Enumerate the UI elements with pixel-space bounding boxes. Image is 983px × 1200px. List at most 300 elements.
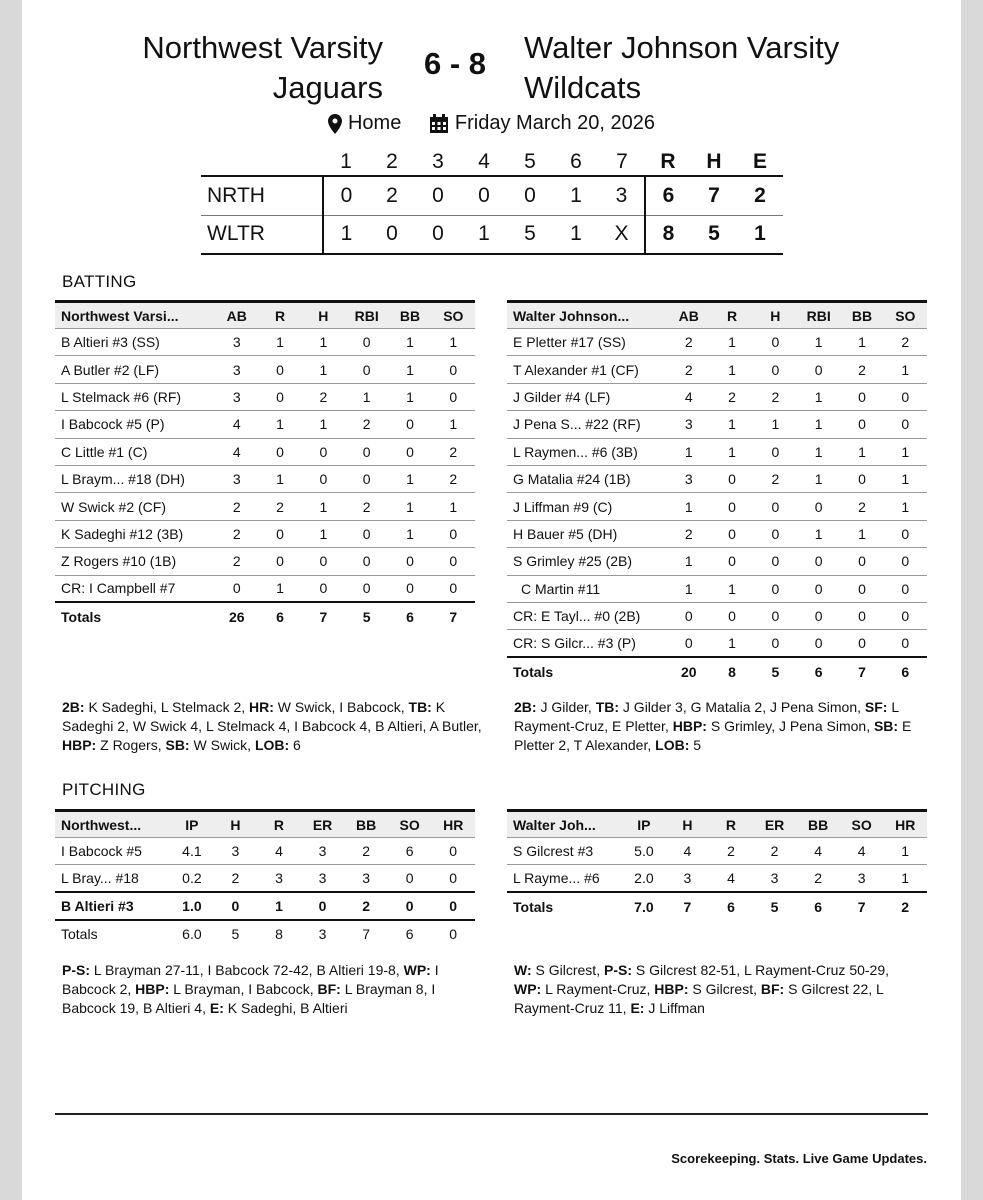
- stat-value: 0: [884, 548, 927, 575]
- stat-value: 0: [302, 465, 345, 492]
- line-score-row: [201, 176, 783, 215]
- footer-divider: [55, 1113, 928, 1115]
- stat-value: 0: [388, 892, 432, 919]
- stat-value: 3: [215, 356, 258, 383]
- stat-value: 1: [754, 411, 797, 438]
- stat-value: 0: [754, 548, 797, 575]
- stat-value: 0: [884, 602, 927, 629]
- stat-value: 2: [344, 838, 388, 865]
- stat-value: 2: [344, 892, 388, 919]
- player-row: [55, 329, 475, 356]
- player-row: [507, 411, 927, 438]
- stat-value: 0: [345, 548, 388, 575]
- right-edge-bar: [961, 0, 983, 1200]
- player-row: [55, 356, 475, 383]
- note-text: S Gilcrest 22, L Rayment-Cruz 11,: [514, 981, 884, 1016]
- inning-header-2: 2: [386, 149, 398, 173]
- stat-value: 1: [258, 575, 301, 602]
- stat-value: 0: [840, 465, 883, 492]
- stat-value: 2.0: [622, 865, 666, 892]
- stat-value: 1: [388, 520, 431, 547]
- totals-label: Totals: [507, 892, 622, 920]
- stat-value: 3: [666, 865, 710, 892]
- team-column-header: Walter Johnson...: [507, 302, 667, 329]
- errors-total: 1: [737, 215, 783, 254]
- stat-value: 0: [840, 575, 883, 602]
- player-row: [507, 520, 927, 547]
- stat-value: 0: [345, 438, 388, 465]
- stat-value: 0: [797, 602, 840, 629]
- stat-value: 2: [753, 838, 797, 865]
- note-text: 6: [289, 737, 301, 753]
- player-name: CR: S Gilcr... #3 (P): [507, 630, 667, 657]
- stat-value: 0: [754, 356, 797, 383]
- inning-score: 0: [415, 176, 461, 215]
- note-text: I Babcock 2,: [62, 962, 439, 997]
- away-batting-notes: [514, 698, 924, 755]
- stats-body: [55, 838, 475, 948]
- stat-value: 1: [884, 438, 927, 465]
- note-label: SB:: [873, 718, 899, 734]
- stat-value: 1: [797, 465, 840, 492]
- stat-value: 2: [667, 356, 710, 383]
- player-name: L Braym... #18 (DH): [55, 465, 215, 492]
- stat-header-ab: AB: [667, 302, 710, 329]
- stat-header-r: R: [258, 302, 301, 329]
- player-name: L Raymen... #6 (3B): [507, 438, 667, 465]
- inning-score: 0: [461, 176, 507, 215]
- stat-value: 0: [258, 356, 301, 383]
- home-batting-table: [55, 300, 475, 630]
- stat-value: 1: [667, 548, 710, 575]
- stats-body: [507, 329, 927, 686]
- stat-value: 0: [710, 602, 753, 629]
- stat-value: 1: [840, 520, 883, 547]
- total-value: 6: [258, 602, 301, 630]
- stat-header-bb: BB: [796, 811, 840, 838]
- note-label: TB:: [595, 699, 620, 715]
- inning-score: 1: [553, 215, 599, 254]
- totals-row: [507, 892, 927, 920]
- total-value: 7: [666, 892, 710, 920]
- batting-title: BATTING: [62, 272, 137, 291]
- player-name: Z Rogers #10 (1B): [55, 548, 215, 575]
- stat-value: 0: [302, 438, 345, 465]
- note-label: HBP:: [672, 718, 707, 734]
- stat-value: 1: [883, 838, 927, 865]
- stat-value: 3: [301, 865, 345, 892]
- stat-value: 0: [840, 630, 883, 657]
- note-label: HR:: [249, 699, 274, 715]
- stat-value: 0: [388, 411, 431, 438]
- stats-header-row: [55, 302, 475, 329]
- stat-value: 0: [710, 520, 753, 547]
- stat-value: 0: [797, 356, 840, 383]
- note-text: K Sadeghi, L Stelmack 2,: [84, 699, 250, 715]
- stat-value: 1: [388, 383, 431, 410]
- player-row: [55, 520, 475, 547]
- stat-header-bb: BB: [840, 302, 883, 329]
- inning-header-3: 3: [432, 149, 444, 173]
- stat-value: 1: [710, 356, 753, 383]
- stat-value: 0: [884, 411, 927, 438]
- total-value: 6: [796, 892, 840, 920]
- stat-value: 0: [345, 356, 388, 383]
- player-row: [55, 411, 475, 438]
- stats-header-row: [55, 811, 475, 838]
- note-text: J Gilder 3, G Matalia 2, J Pena Simon,: [619, 699, 865, 715]
- stat-value: 3: [667, 411, 710, 438]
- home-pitching-table: [55, 809, 475, 947]
- stat-value: 0: [345, 520, 388, 547]
- inning-header-6: 6: [570, 149, 582, 173]
- stat-value: 1: [302, 329, 345, 356]
- note-label: E:: [209, 1000, 224, 1016]
- stat-value: 1: [257, 892, 301, 919]
- player-name: H Bauer #5 (DH): [507, 520, 667, 547]
- player-row: [507, 465, 927, 492]
- stat-header-r: R: [257, 811, 301, 838]
- total-value: 3: [318, 925, 327, 942]
- stat-value: 0: [258, 438, 301, 465]
- stat-value: 0: [840, 602, 883, 629]
- stat-value: 1: [388, 356, 431, 383]
- note-text: S Grimley, J Pena Simon,: [706, 718, 874, 734]
- stat-value: 1: [302, 493, 345, 520]
- stat-value: 1: [667, 575, 710, 602]
- total-value: 7: [302, 602, 345, 630]
- totals-label: Totals: [507, 657, 667, 685]
- player-row: [55, 575, 475, 602]
- inning-header-r: R: [660, 149, 676, 173]
- stat-value: 2: [215, 520, 258, 547]
- player-row: [55, 892, 475, 919]
- team-column-header: Northwest Varsi...: [55, 302, 215, 329]
- stat-value: 0: [754, 520, 797, 547]
- stat-value: 0: [797, 548, 840, 575]
- stat-value: 1: [432, 329, 475, 356]
- player-row: [507, 383, 927, 410]
- inning-header-1: 1: [340, 149, 352, 173]
- player-name: L Stelmack #6 (RF): [55, 383, 215, 410]
- home-team-line2: Jaguars: [272, 70, 383, 105]
- note-text: J Gilder,: [536, 699, 596, 715]
- player-name: E Pletter #17 (SS): [507, 329, 667, 356]
- stat-value: 1: [388, 329, 431, 356]
- stat-value: 4: [796, 838, 840, 865]
- stat-value: 0: [431, 892, 475, 919]
- player-name: T Alexander #1 (CF): [507, 356, 667, 383]
- line-score-team: NRTH: [201, 176, 323, 215]
- note-label: SB:: [165, 737, 190, 753]
- location-text: Home: [347, 112, 402, 135]
- total-value: 8: [275, 925, 283, 942]
- total-value: 7: [840, 892, 884, 920]
- note-text: S Gilcrest 82-51, L Rayment-Cruz 50-29,: [631, 962, 890, 978]
- stat-value: 0: [258, 548, 301, 575]
- stat-value: 0: [431, 838, 475, 865]
- away-pitching-table: [507, 809, 927, 920]
- note-text: L Brayman, I Babcock,: [169, 981, 318, 997]
- stats-header-row: [507, 811, 927, 838]
- total-value: 8: [710, 657, 753, 685]
- stat-value: 1: [797, 411, 840, 438]
- stat-value: 0: [667, 630, 710, 657]
- stat-value: 0: [754, 329, 797, 356]
- inning-score: X: [599, 215, 645, 254]
- stat-header-h: H: [754, 302, 797, 329]
- stat-value: 0: [215, 575, 258, 602]
- stat-value: 1: [840, 329, 883, 356]
- player-row: [55, 548, 475, 575]
- stat-value: 0: [302, 575, 345, 602]
- stat-value: 1: [432, 411, 475, 438]
- stat-value: 2: [884, 329, 927, 356]
- stat-header-ip: IP: [170, 811, 214, 838]
- stat-value: 3: [214, 838, 258, 865]
- total-value: 6: [797, 657, 840, 685]
- stat-value: 0: [345, 329, 388, 356]
- inning-header-e: E: [752, 149, 767, 173]
- player-row: [507, 838, 927, 865]
- stat-value: 1: [302, 411, 345, 438]
- location: [328, 112, 401, 135]
- away-team-line1: Walter Johnson Varsity: [524, 30, 840, 65]
- note-label: LOB:: [655, 737, 690, 753]
- total-value: 26: [215, 602, 258, 630]
- player-name: C Martin #11: [507, 575, 667, 602]
- stat-header-hr: HR: [431, 811, 475, 838]
- player-name: L Bray... #18: [55, 865, 170, 892]
- stat-value: 2: [215, 548, 258, 575]
- stat-value: 0: [432, 383, 475, 410]
- totals-row: [55, 920, 475, 947]
- pitching-title: PITCHING: [62, 780, 146, 799]
- stat-value: 0: [754, 575, 797, 602]
- stat-value: 0: [432, 548, 475, 575]
- stat-value: 1: [884, 465, 927, 492]
- stat-value: 0: [840, 548, 883, 575]
- total-value: 7: [432, 602, 475, 630]
- stat-value: 1: [667, 438, 710, 465]
- team-column-header: Walter Joh...: [507, 811, 622, 838]
- stat-value: 2: [709, 838, 753, 865]
- stat-value: 0: [884, 575, 927, 602]
- line-score-row: [201, 215, 783, 254]
- stats-header-group: [507, 302, 927, 329]
- inning-score: 0: [415, 215, 461, 254]
- inning-score: 0: [507, 176, 553, 215]
- player-name: B Altieri #3 (SS): [55, 329, 215, 356]
- stat-value: 0: [884, 630, 927, 657]
- stat-value: 2: [258, 493, 301, 520]
- stat-value: 3: [257, 865, 301, 892]
- stat-value: 0: [884, 383, 927, 410]
- player-name: K Sadeghi #12 (3B): [55, 520, 215, 547]
- stat-header-h: H: [302, 302, 345, 329]
- stat-value: 0: [432, 520, 475, 547]
- stat-value: 0: [797, 630, 840, 657]
- note-label: 2B:: [62, 699, 85, 715]
- total-value: 2: [883, 892, 927, 920]
- hits-total: 5: [691, 215, 737, 254]
- note-text: Z Rogers,: [96, 737, 166, 753]
- player-row: [507, 575, 927, 602]
- away-team-name: [524, 28, 839, 108]
- stat-header-ab: AB: [215, 302, 258, 329]
- player-name: J Pena S... #22 (RF): [507, 411, 667, 438]
- stat-value: 0: [667, 602, 710, 629]
- note-text: L Rayment-Cruz,: [541, 981, 655, 997]
- player-row: [507, 329, 927, 356]
- total-value: 20: [667, 657, 710, 685]
- stat-value: 1: [345, 383, 388, 410]
- player-row: [507, 548, 927, 575]
- footer-tagline: Scorekeeping. Stats. Live Game Updates.: [671, 1151, 927, 1166]
- stat-header-r: R: [710, 302, 753, 329]
- total-value: 5: [754, 657, 797, 685]
- inning-score: 0: [369, 215, 415, 254]
- stat-header-so: SO: [840, 811, 884, 838]
- stat-value: 1: [840, 438, 883, 465]
- stat-value: 2: [796, 865, 840, 892]
- total-value: 7: [362, 925, 370, 942]
- stat-value: 1: [302, 520, 345, 547]
- totals-label: Totals: [55, 602, 215, 630]
- stats-header-group: [507, 811, 927, 838]
- total-value: 6: [709, 892, 753, 920]
- player-row: [55, 465, 475, 492]
- stat-value: 0: [388, 865, 432, 892]
- stat-value: 1: [432, 493, 475, 520]
- stat-value: 0: [797, 575, 840, 602]
- stat-value: 2: [710, 383, 753, 410]
- stat-value: 3: [215, 465, 258, 492]
- player-row: [507, 438, 927, 465]
- inning-header-h: H: [706, 149, 722, 173]
- stat-value: 0: [797, 493, 840, 520]
- total-value: 7: [840, 657, 883, 685]
- note-text: L Brayman 27-11, I Babcock 72-42, B Altieri 19-8,: [90, 962, 404, 978]
- player-name: G Matalia #24 (1B): [507, 465, 667, 492]
- stat-value: 0: [345, 465, 388, 492]
- stat-value: 0: [710, 465, 753, 492]
- stat-value: 0: [258, 383, 301, 410]
- stat-header-so: SO: [432, 302, 475, 329]
- stats-header-group: [55, 811, 475, 838]
- note-label: E:: [630, 1000, 645, 1016]
- inning-score: 1: [553, 176, 599, 215]
- stat-value: 0: [710, 493, 753, 520]
- player-row: [55, 838, 475, 865]
- stat-value: 0: [710, 548, 753, 575]
- stat-header-h: H: [666, 811, 710, 838]
- player-row: [55, 865, 475, 892]
- stat-header-r: R: [709, 811, 753, 838]
- stat-value: 1: [258, 411, 301, 438]
- stat-value: 3: [344, 865, 388, 892]
- stat-value: 2: [432, 465, 475, 492]
- player-name: J Liffman #9 (C): [507, 493, 667, 520]
- game-header: [0, 28, 983, 108]
- stat-value: 2: [214, 865, 258, 892]
- note-text: E Pletter 2, T Alexander,: [514, 718, 912, 753]
- note-label: LOB:: [254, 737, 290, 753]
- line-score-corner: [201, 148, 323, 176]
- note-text: W Swick, I Babcock,: [273, 699, 409, 715]
- stat-value: 1: [388, 465, 431, 492]
- note-label: WP:: [514, 981, 542, 997]
- player-name: CR: I Campbell #7: [55, 575, 215, 602]
- total-value: 5: [345, 602, 388, 630]
- total-value: 6: [884, 657, 927, 685]
- inning-header-4: 4: [478, 149, 490, 173]
- stat-header-so: SO: [388, 811, 432, 838]
- stat-value: 1: [258, 329, 301, 356]
- line-score-header: [201, 148, 783, 176]
- note-label: HBP:: [654, 981, 689, 997]
- player-name: CR: E Tayl... #0 (2B): [507, 602, 667, 629]
- stat-header-bb: BB: [344, 811, 388, 838]
- note-text: L Brayman 8, I Babcock 19, B Altieri 4,: [62, 981, 436, 1016]
- home-team-line1: Northwest Varsity: [142, 30, 383, 65]
- stat-header-er: ER: [753, 811, 797, 838]
- stat-value: 5.0: [622, 838, 666, 865]
- stat-value: 0: [432, 575, 475, 602]
- stat-header-hr: HR: [883, 811, 927, 838]
- stat-value: 1: [884, 493, 927, 520]
- player-row: [507, 602, 927, 629]
- player-row: [507, 356, 927, 383]
- stat-value: 4: [840, 838, 884, 865]
- player-name: A Butler #2 (LF): [55, 356, 215, 383]
- stat-value: 0: [754, 630, 797, 657]
- stat-header-er: ER: [301, 811, 345, 838]
- stat-value: 3: [840, 865, 884, 892]
- game-meta: [0, 112, 983, 135]
- stat-value: 1: [302, 356, 345, 383]
- line-score-team: WLTR: [201, 215, 323, 254]
- home-team-name: [142, 28, 383, 108]
- stats-header-group: [55, 302, 475, 329]
- stat-value: 2: [840, 493, 883, 520]
- note-text: L Rayment-Cruz, E Pletter,: [514, 699, 899, 734]
- stat-value: 1: [797, 383, 840, 410]
- away-batting-table: [507, 300, 927, 685]
- note-text: K Sadeghi 2, W Swick 4, L Stelmack 4, I Babcock 4, B Altieri, A Butler,: [62, 699, 482, 734]
- inning-score: 0: [323, 176, 369, 215]
- totals-label: Totals: [61, 925, 98, 942]
- away-team-line2: Wildcats: [524, 70, 642, 105]
- player-row: [55, 493, 475, 520]
- stats-header-row: [507, 302, 927, 329]
- note-label: P-S:: [603, 962, 632, 978]
- stat-value: 4: [709, 865, 753, 892]
- hits-total: 7: [691, 176, 737, 215]
- total-value: 6: [388, 602, 431, 630]
- inning-score: 1: [323, 215, 369, 254]
- stat-value: 0: [388, 575, 431, 602]
- inning-header-5: 5: [524, 149, 536, 173]
- errors-total: 2: [737, 176, 783, 215]
- total-value: 7.0: [622, 892, 666, 920]
- date-text: Friday March 20, 2026: [454, 112, 656, 135]
- stat-value: 3: [667, 465, 710, 492]
- note-text: J Liffman: [644, 1000, 705, 1016]
- stat-value: 0: [301, 892, 345, 919]
- stats-body: [507, 838, 927, 921]
- stat-value: 1.0: [170, 892, 214, 919]
